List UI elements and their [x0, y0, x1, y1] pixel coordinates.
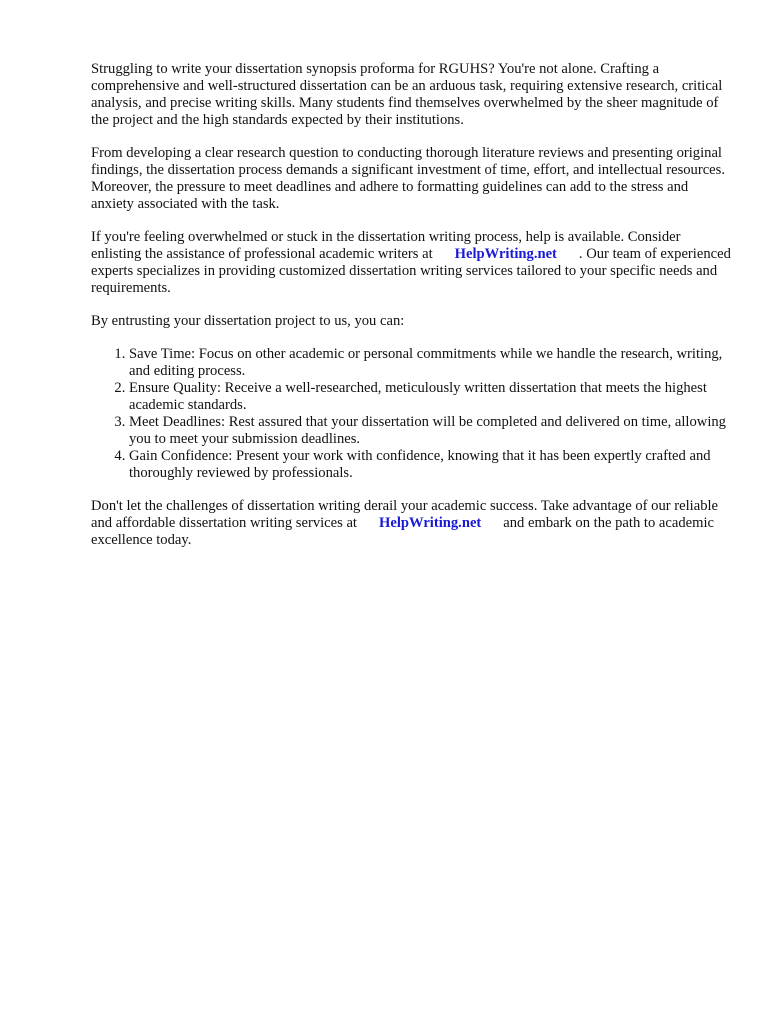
help-paragraph: [91, 229, 731, 297]
list-item: 1. Save Time: Focus on other academic or personal commitments while we handle the research, writing, and editing process.: [129, 346, 731, 380]
helpwriting-link[interactable]: HelpWriting.net: [454, 246, 557, 262]
benefits-list: [91, 346, 731, 482]
closing-paragraph-text-before: Don't let the challenges of dissertation writing derail your academic success. Take advantage of our reliable and affordable dissertation writing services at: [91, 498, 719, 531]
list-item: 2. Ensure Quality: Receive a well-researched, meticulously written dissertation that meets the highest academic standards.: [129, 380, 731, 414]
closing-paragraph: [91, 498, 731, 549]
help-paragraph-text-after: . Our team of experienced experts specializes in providing customized dissertation writing services tailored to your specific needs and requirements.: [91, 246, 731, 296]
helpwriting-link-closing[interactable]: HelpWriting.net: [378, 515, 482, 531]
benefits-intro: By entrusting your dissertation project to us, you can:: [91, 313, 405, 329]
intro-paragraph: Struggling to write your dissertation synopsis proforma for RGUHS? You're not alone. Crafting a comprehensive and well-structured dissertation can be an arduous task, requiring extensive research, critical analysis, and precise writing skills. Many students find themselves overwhelmed by the sheer magnitude of the project and the high standards expected by their institutions.: [91, 61, 723, 128]
help-paragraph-text-before: If you're feeling overwhelmed or stuck in the dissertation writing process, help is available. Consider enlisting the assistance of professional academic writers at: [91, 229, 681, 262]
list-item: 3. Meet Deadlines: Rest assured that your dissertation will be completed and delivered on time, allowing you to meet your submission deadlines.: [129, 414, 731, 448]
process-paragraph: From developing a clear research question to conducting thorough literature reviews and presenting original findings, the dissertation process demands a significant investment of time, effort, and intellectual resources. Moreover, the pressure to meet deadlines and adhere to formatting guidelines can add to the stress and anxiety associated with the task.: [91, 145, 725, 212]
list-item: 4. Gain Confidence: Present your work with confidence, knowing that it has been expertly crafted and thoroughly reviewed by professionals.: [129, 448, 731, 482]
document-page: [91, 61, 731, 565]
closing-paragraph-text-after: and embark on the path to academic excellence today.: [91, 515, 714, 548]
